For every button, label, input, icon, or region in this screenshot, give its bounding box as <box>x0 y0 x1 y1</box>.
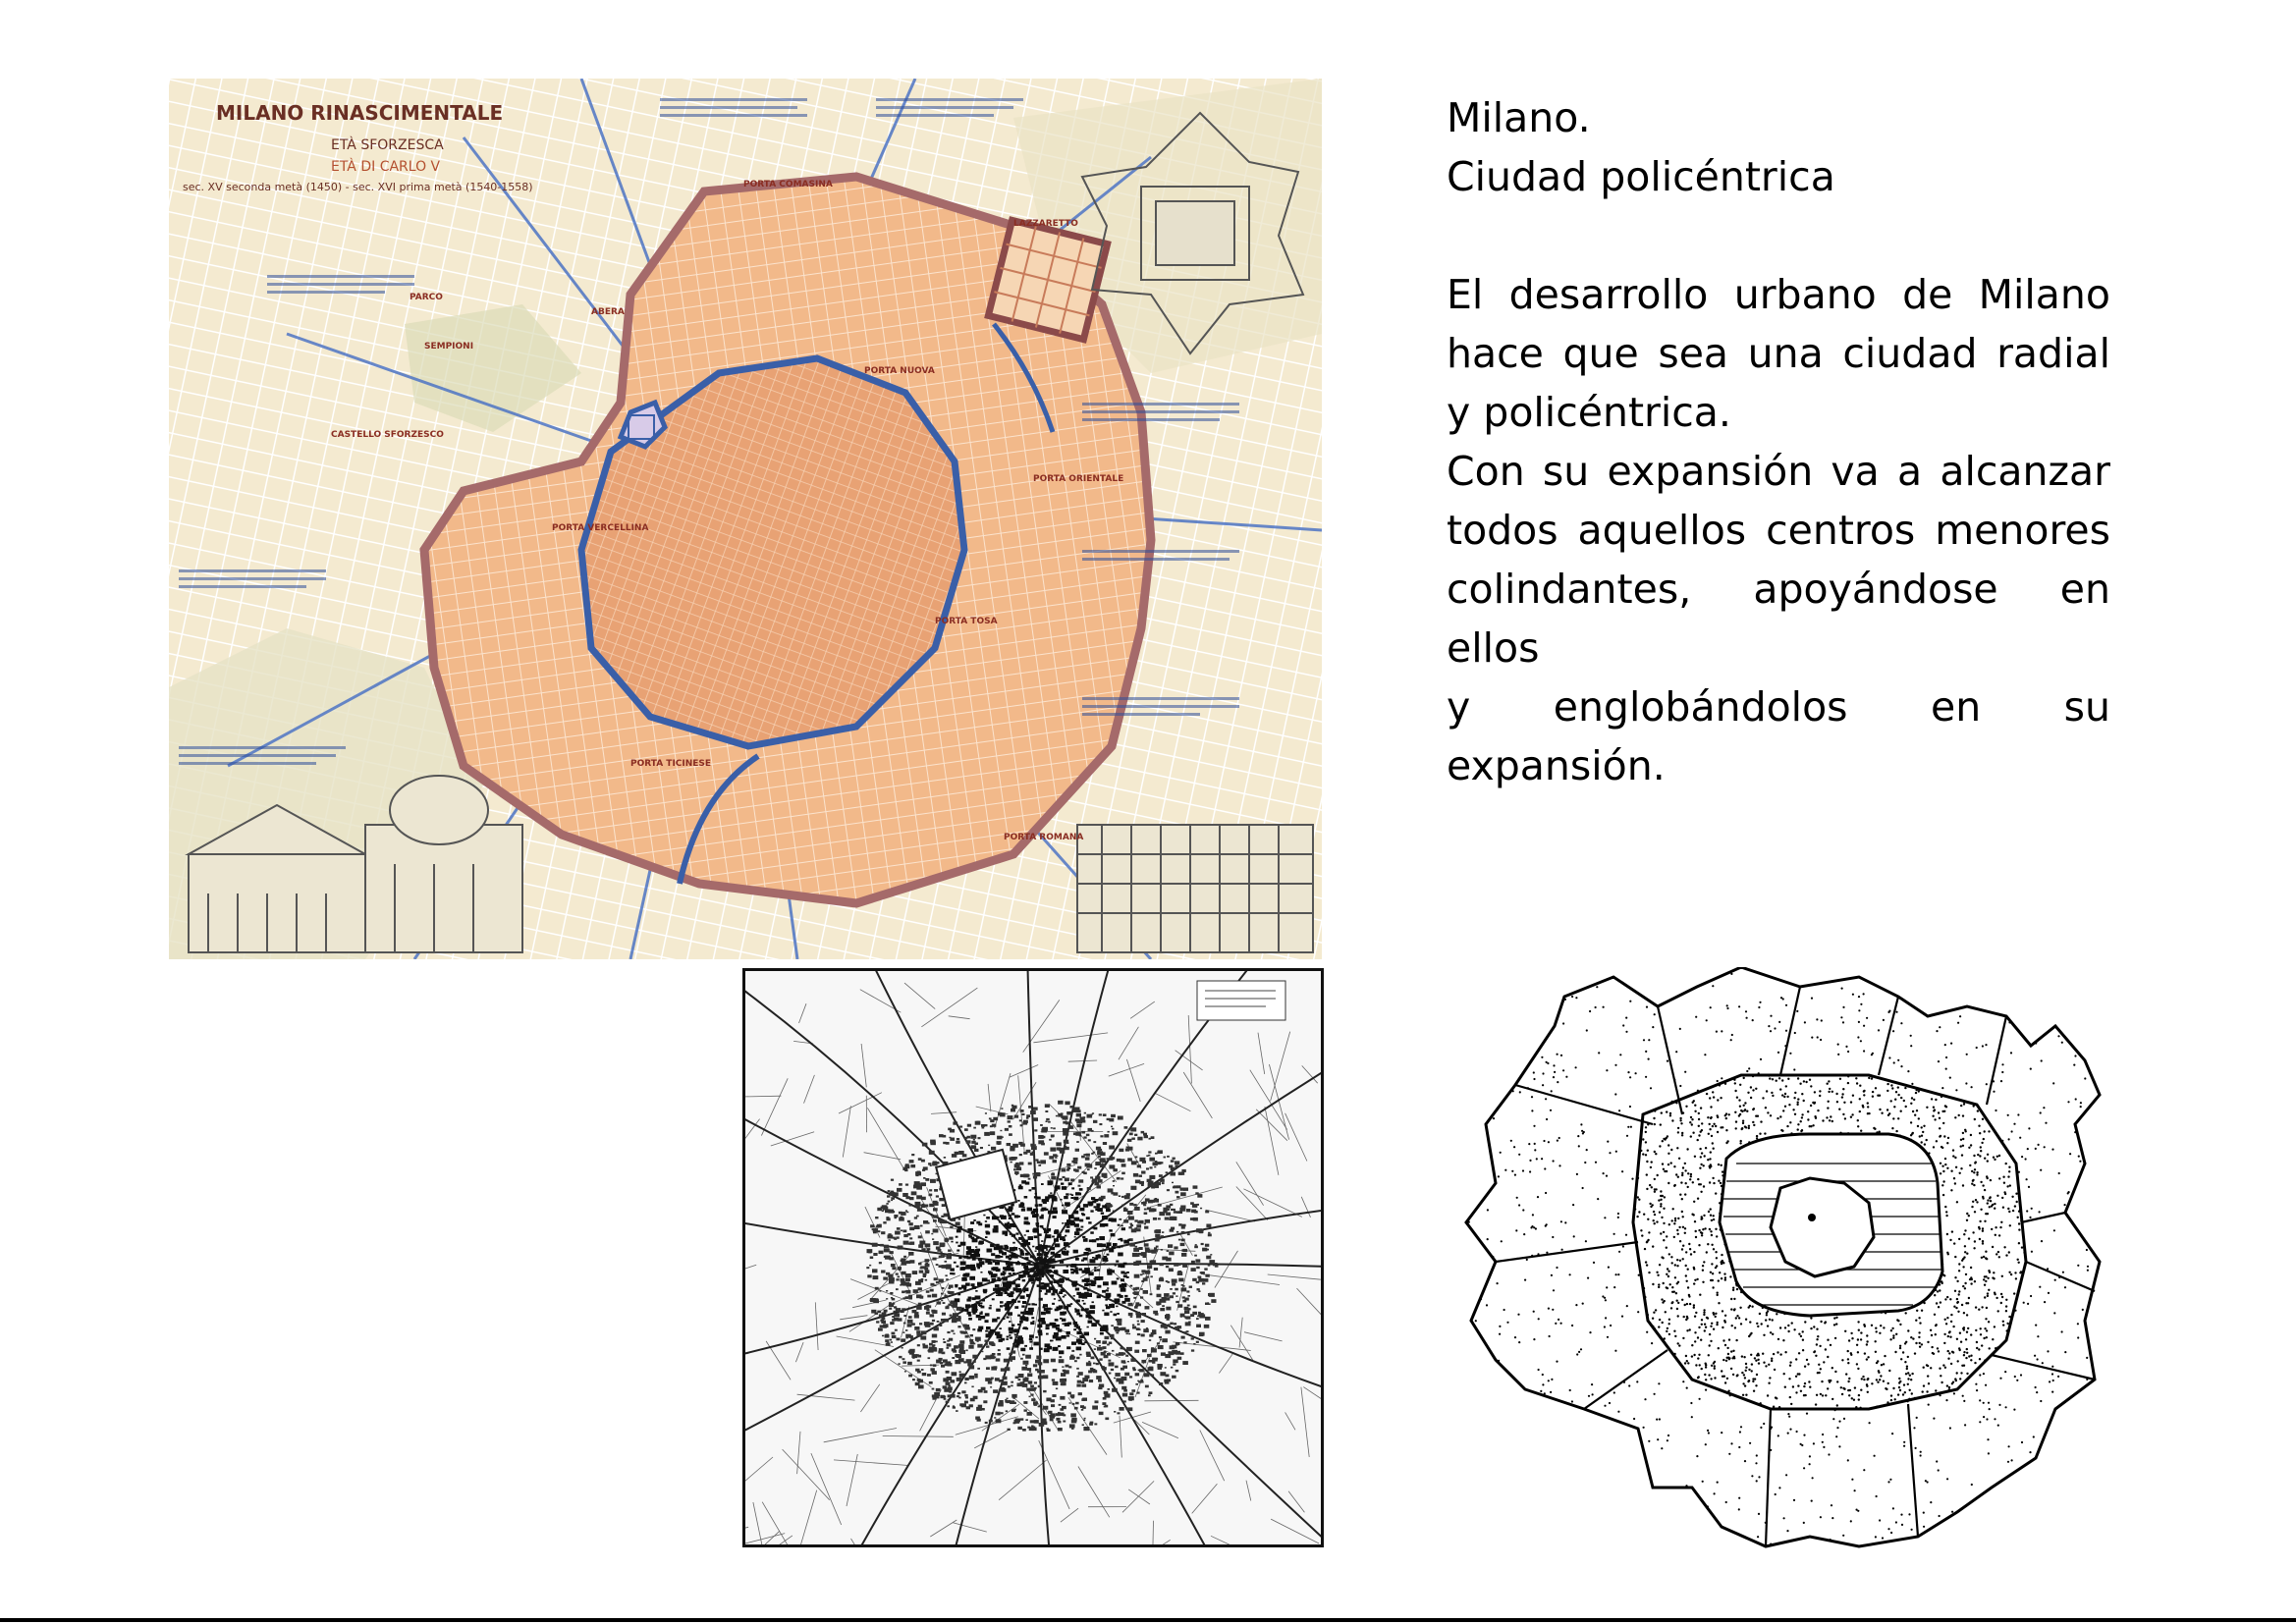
label-parco: PARCO <box>410 293 443 302</box>
label-porta-vercellina: PORTA VERCELLINA <box>552 523 649 533</box>
label-porta-ticinese: PORTA TICINESE <box>630 759 712 769</box>
heading-city: Milano. <box>1447 94 1591 141</box>
historic-plan <box>742 968 1324 1547</box>
label-porta-tosa: PORTA TOSA <box>935 617 998 626</box>
paragraph-2-main: Con su expansión va a alcanzar todos aquellos centros menores colindantes, apoyándose en ellos <box>1447 448 2110 672</box>
map-subtitle-1: ETÀ SFORZESCA <box>331 137 444 153</box>
paragraph-2-end: expansión. <box>1447 742 1666 789</box>
label-porta-nuova: PORTA NUOVA <box>864 366 935 376</box>
palazzo-sketch <box>1077 825 1313 952</box>
map-subtitle-3: sec. XV seconda metà (1450) - sec. XVI prima metà (1540-1558) <box>183 181 533 193</box>
map-title: MILANO RINASCIMENTALE <box>216 101 504 125</box>
plan-legend <box>1197 981 1285 1020</box>
heading-subtitle: Ciudad policéntrica <box>1447 153 1835 200</box>
label-sempioni: SEMPIONI <box>424 342 474 352</box>
historic-plan-drawing <box>745 971 1321 1544</box>
label-porta-comasina: PORTA COMASINA <box>743 180 833 189</box>
renaissance-map <box>169 79 1322 959</box>
historic-core <box>1771 1178 1874 1276</box>
label-abera: ABERA <box>591 307 625 317</box>
label-porta-orientale: PORTA ORIENTALE <box>1033 474 1124 484</box>
paragraph-2 <box>1447 442 2110 677</box>
label-castello: CASTELLO SFORZESCO <box>331 430 444 440</box>
label-lazzaretto: LAZZARETTO <box>1013 219 1078 229</box>
paragraph-1: El desarrollo urbano de Milano hace que sea una ciudad radial y policéntrica. <box>1447 271 2110 436</box>
city-centre-marker <box>1808 1214 1816 1221</box>
lazzaretto-square <box>988 220 1107 339</box>
expansion-zones-drawing <box>1456 967 2114 1556</box>
map-subtitle-2: ETÀ DI CARLO V <box>331 159 441 175</box>
expansion-zones-diagram <box>1456 967 2114 1556</box>
bottom-rule <box>0 1618 2296 1622</box>
paragraph-2-justified-line: y englobándolos en su <box>1447 683 2110 731</box>
renaissance-map-drawing <box>169 79 1322 959</box>
label-porta-romana: PORTA ROMANA <box>1004 833 1084 842</box>
text-block <box>1447 88 2110 795</box>
